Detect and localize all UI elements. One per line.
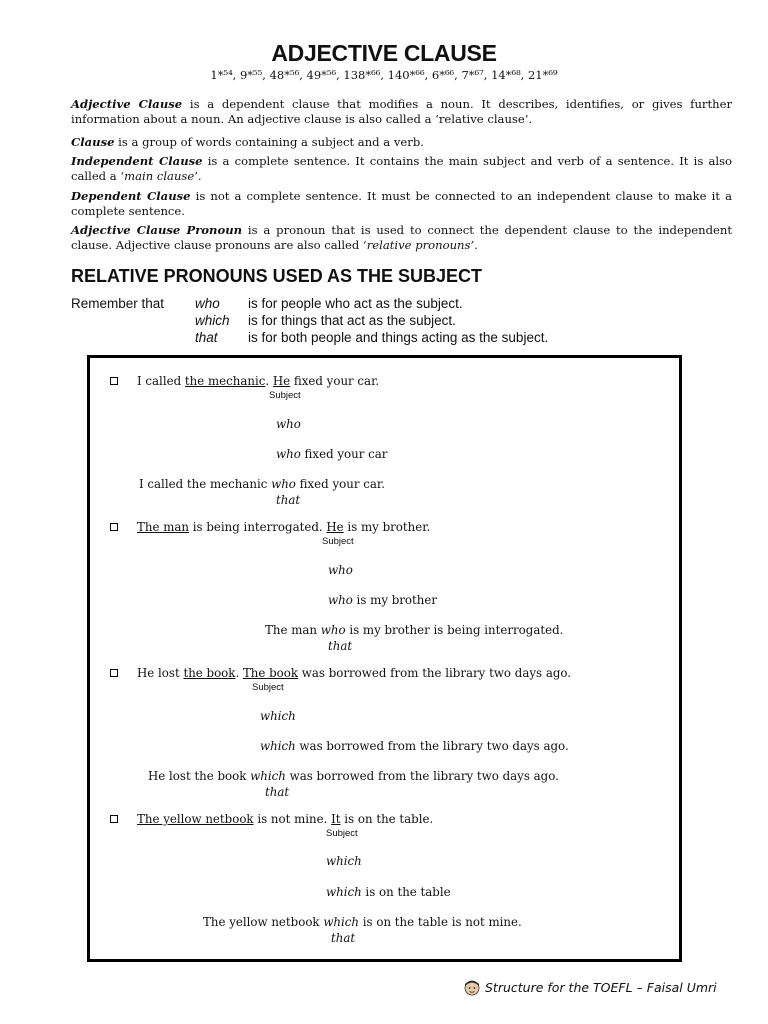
example-pronoun: who [328,593,353,607]
example-clause-text: is on the table [361,885,451,899]
example-1-clause [276,447,387,461]
example-subject: The book [242,666,299,680]
example-pronoun: who [271,477,296,491]
example-1-alt-pronoun: that [276,493,301,507]
example-2-combined [265,623,563,637]
definition-text: is a group of words containing a subject and a verb. [114,135,424,149]
example-3-combined [148,769,559,783]
definition-term: Independent Clause [71,154,203,168]
example-1-sentence [137,374,379,388]
definition-independent-clause [71,154,732,184]
example-text: fixed your car. [290,374,380,388]
example-text: is on the table. [340,812,434,826]
example-subject: He [326,520,344,534]
example-pronoun: who [320,623,346,637]
remember-desc-who: is for people who act as the subject. [248,296,463,311]
definition-text: is not a complete sentence. It must be connected to an independent clause to make it a complete sentence. [71,189,733,218]
subject-label: Subject [326,828,358,839]
example-pronoun: which [323,915,360,929]
example-text: is being interrogated. [189,520,327,534]
subject-label: Subject [252,682,284,693]
example-4-alt-pronoun: that [331,931,356,945]
example-4-combined [203,915,522,929]
example-4-sentence [137,812,433,826]
footer-text: Structure for the TOEFL – Faisal Umri [485,980,717,995]
footer-credit [463,980,717,995]
definition-text-end: ’. [194,169,202,183]
example-pronoun: which [250,769,286,783]
definition-emphasis: main clause [124,169,195,183]
example-subject: He [272,374,291,388]
remember-desc-that: is for both people and things acting as the subject. [248,330,549,345]
definition-term: Clause [71,135,115,149]
definition-adjective-clause [71,97,732,127]
example-2-sentence [137,520,430,534]
example-combined-rest: is on the table is not mine. [359,915,522,929]
subject-label: Subject [269,390,301,401]
example-text: was borrowed from the library two days ago. [298,666,572,680]
example-antecedent: The man [137,520,190,534]
example-pronoun: who [276,447,301,461]
remember-desc-which: is for things that act as the subject. [248,313,456,328]
page-references: 1*⁵⁴, 9*⁵⁵, 48*⁵⁶, 49*⁵⁶, 138*⁶⁶, 140*⁶⁶, 6*⁶⁶, 7*⁶⁷, 14*⁶⁸, 21*⁶⁹ [210,68,558,82]
definition-term: Adjective Clause [71,97,183,111]
example-combined-rest: fixed your car. [295,477,385,491]
example-text: is my brother. [343,520,431,534]
example-pronoun: which [260,739,296,753]
subject-label: Subject [322,536,354,547]
definition-text: is a dependent clause that modifies a noun. It describes, identifies, or gives further information about a noun. An adjective clause is also called a ‘relative clause’. [71,97,732,126]
example-text: is not mine. [253,812,332,826]
example-1-pronoun: who [276,417,301,431]
section-heading: RELATIVE PRONOUNS USED AS THE SUBJECT [71,266,483,286]
example-clause-text: fixed your car [300,447,388,461]
checkbox-bullet-icon [110,523,118,531]
example-2-clause [328,593,437,607]
example-3-pronoun: which [260,709,296,723]
example-pronoun: which [326,885,362,899]
example-antecedent: the book [183,666,236,680]
checkbox-bullet-icon [110,669,118,677]
definition-clause [71,135,732,150]
example-combined-lead: I called the mechanic [139,477,272,491]
page-title: ADJECTIVE CLAUSE [271,40,497,66]
example-4-pronoun: which [326,854,362,868]
definition-dependent-clause [71,189,732,219]
example-combined-rest: is my brother is being interrogated. [345,623,564,637]
remember-pronoun-that: that [195,330,218,345]
example-clause-text: is my brother [352,593,437,607]
definition-text: is a complete sentence. It contains the main subject and verb of a sentence. It is also called a ‘ [71,154,733,183]
example-text: . [265,374,273,388]
definition-text: is a pronoun that is used to connect the dependent clause to the independent clause. Adjective clause pronouns are also called [71,223,732,252]
definition-term: Adjective Clause Pronoun [71,223,243,237]
example-combined-rest: was borrowed from the library two days ago. [285,769,559,783]
definition-text-end: . [474,238,478,252]
example-3-sentence [137,666,571,680]
example-3-clause [260,739,569,753]
example-text: He lost [137,666,184,680]
definition-emphasis: ‘relative pronouns’ [363,238,475,252]
checkbox-bullet-icon [110,377,118,385]
example-2-alt-pronoun: that [328,639,353,653]
example-subject: It [331,812,341,826]
remember-lead: Remember that [71,296,165,311]
example-text: . [235,666,243,680]
example-3-alt-pronoun: that [265,785,290,799]
example-combined-lead: The man [265,623,321,637]
example-4-clause [326,885,451,899]
example-antecedent: the mechanic [184,374,266,388]
example-combined-lead: The yellow netbook [203,915,324,929]
example-antecedent: The yellow netbook [137,812,254,826]
example-1-combined [139,477,385,491]
definition-adjective-clause-pronoun [71,223,732,253]
example-text: I called [137,374,185,388]
example-combined-lead: He lost the book [148,769,251,783]
example-clause-text: was borrowed from the library two days ago. [295,739,569,753]
example-2-pronoun: who [328,563,353,577]
checkbox-bullet-icon [110,815,118,823]
remember-pronoun-who: who [195,296,220,311]
definition-term: Dependent Clause [71,189,191,203]
remember-pronoun-which: which [195,313,230,328]
